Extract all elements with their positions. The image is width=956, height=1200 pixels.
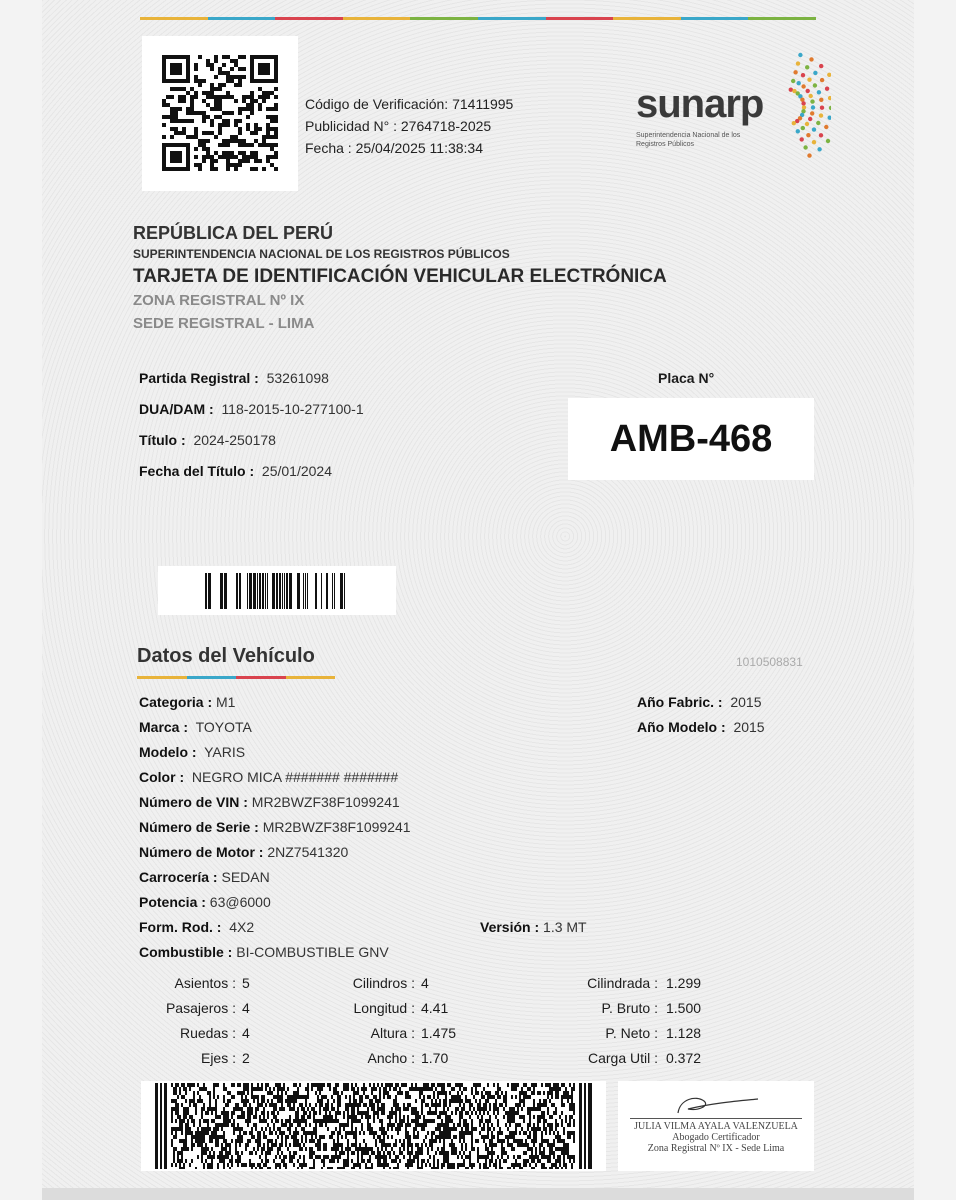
cilindrada-label: Cilindrada :	[587, 975, 658, 991]
anio-modelo-row	[637, 719, 765, 735]
serie-label: Número de Serie :	[139, 819, 259, 835]
qr-code-icon	[162, 55, 278, 171]
categoria-row	[139, 694, 235, 710]
serie-value: MR2BWZF38F1099241	[262, 819, 411, 835]
signature-line	[630, 1118, 802, 1119]
vin-label: Número de VIN :	[139, 794, 248, 810]
color-row	[139, 769, 398, 785]
dua-label: DUA/DAM :	[139, 401, 214, 417]
potencia-label: Potencia :	[139, 894, 206, 910]
formrod-row	[139, 919, 254, 935]
pdf417-barcode	[141, 1081, 606, 1171]
stripe-segment	[546, 17, 614, 20]
partida-row	[139, 370, 329, 386]
potencia-row	[139, 894, 271, 910]
anio-fabric-label: Año Fabric. :	[637, 694, 723, 710]
pbruto-value: 1.500	[666, 1000, 702, 1016]
zone-heading: ZONA REGISTRAL Nº IX	[133, 292, 305, 309]
cilindros-value: 4	[421, 975, 429, 991]
logo-wordmark: sunarp	[636, 82, 764, 126]
partida-value: 53261098	[266, 370, 329, 386]
ancho-label: Ancho :	[367, 1050, 415, 1066]
modelo-value: YARIS	[204, 744, 246, 760]
anio-modelo-label: Año Modelo :	[637, 719, 726, 735]
seat-heading: SEDE REGISTRAL - LIMA	[133, 315, 315, 332]
anio-modelo-value: 2015	[733, 719, 765, 735]
combustible-row	[139, 944, 389, 960]
asientos-value: 5	[242, 975, 250, 991]
pneto-label: P. Neto :	[605, 1025, 658, 1041]
signature-text	[618, 1121, 814, 1154]
fecha-titulo-label: Fecha del Título :	[139, 463, 255, 479]
longitud-value: 4.41	[421, 1000, 449, 1016]
stripe-segment	[681, 17, 749, 20]
dua-row	[139, 401, 364, 417]
titulo-value: 2024-250178	[193, 432, 276, 448]
marca-label: Marca :	[139, 719, 189, 735]
combustible-value: BI-COMBUSTIBLE GNV	[236, 944, 389, 960]
marca-row	[139, 719, 252, 735]
cilindrada-value: 1.299	[666, 975, 702, 991]
stripe-segment	[140, 17, 208, 20]
titulo-label: Título :	[139, 432, 186, 448]
anio-fabric-row	[637, 694, 762, 710]
underline-segment	[137, 676, 187, 679]
section-underline	[137, 676, 335, 679]
plate-box	[568, 398, 814, 480]
signer-name: JULIA VILMA AYALA VALENZUELA	[634, 1121, 798, 1132]
color-value: NEGRO MICA ####### #######	[191, 769, 399, 785]
modelo-label: Modelo :	[139, 744, 197, 760]
titulo-row	[139, 432, 276, 448]
vehicle-section-title: Datos del Vehículo	[137, 645, 315, 667]
serie-row	[139, 819, 411, 835]
modelo-row	[139, 744, 245, 760]
card-title: TARJETA DE IDENTIFICACIÓN VEHICULAR ELECTRÓNICA	[133, 266, 667, 287]
underline-segment	[236, 676, 286, 679]
anio-fabric-value: 2015	[730, 694, 762, 710]
stripe-segment	[748, 17, 816, 20]
longitud-label: Longitud :	[353, 1000, 415, 1016]
fecha-titulo-row	[139, 463, 332, 479]
cilindros-label: Cilindros :	[352, 975, 415, 991]
barcode-icon	[205, 573, 350, 609]
stripe-segment	[478, 17, 546, 20]
carroceria-value: SEDAN	[221, 869, 270, 885]
pneto-value: 1.128	[666, 1025, 702, 1041]
combustible-label: Combustible :	[139, 944, 233, 960]
ancho-value: 1.70	[421, 1050, 449, 1066]
asientos-label: Asientos :	[174, 975, 236, 991]
pasajeros-label: Pasajeros :	[165, 1000, 236, 1016]
version-value: 1.3 MT	[543, 919, 587, 935]
verification-block	[305, 93, 513, 159]
stripe-segment	[275, 17, 343, 20]
marca-value: TOYOTA	[195, 719, 252, 735]
ruedas-label: Ruedas :	[179, 1025, 236, 1041]
plate-label: Placa N°	[658, 370, 715, 386]
reference-number: 1010508831	[736, 655, 803, 669]
plate-number: AMB-468	[609, 417, 773, 460]
formrod-value: 4X2	[229, 919, 255, 935]
altura-label: Altura :	[370, 1025, 415, 1041]
signature-icon	[618, 1081, 814, 1121]
signature-block	[618, 1081, 814, 1171]
fecha-titulo-value: 25/01/2024	[261, 463, 332, 479]
underline-segment	[286, 676, 336, 679]
superintendence-heading: SUPERINTENDENCIA NACIONAL DE LOS REGISTROS PÚBLICOS	[133, 247, 510, 261]
motor-value: 2NZ7541320	[267, 844, 349, 860]
pbruto-label: P. Bruto :	[601, 1000, 658, 1016]
pdf417-barcode-icon	[155, 1083, 592, 1169]
page-bottom-edge	[42, 1188, 914, 1200]
barcode	[158, 566, 396, 615]
altura-value: 1.475	[421, 1025, 457, 1041]
logo-subtitle: Superintendencia Nacional de los Registros Públicos	[636, 132, 741, 148]
stripe-segment	[343, 17, 411, 20]
republic-heading: REPÚBLICA DEL PERÚ	[133, 223, 334, 243]
stripe-segment	[613, 17, 681, 20]
vin-row	[139, 794, 400, 810]
version-row	[480, 919, 587, 935]
signer-role: Abogado Certificador	[672, 1132, 760, 1143]
ejes-label: Ejes :	[200, 1050, 236, 1066]
motor-label: Número de Motor :	[139, 844, 264, 860]
vin-value: MR2BWZF38F1099241	[251, 794, 400, 810]
stripe-segment	[208, 17, 276, 20]
categoria-value: M1	[216, 694, 236, 710]
ruedas-value: 4	[242, 1025, 250, 1041]
version-label: Versión :	[480, 919, 540, 935]
carroceria-label: Carrocería :	[139, 869, 218, 885]
sunarp-logo	[636, 52, 831, 162]
color-stripe	[140, 17, 816, 20]
potencia-value: 63@6000	[209, 894, 271, 910]
qr-code	[142, 36, 298, 191]
carroceria-row	[139, 869, 270, 885]
publicity-number: Publicidad N° : 2764718-2025	[305, 118, 492, 134]
stripe-segment	[410, 17, 478, 20]
issue-date: Fecha : 25/04/2025 11:38:34	[305, 140, 483, 156]
formrod-label: Form. Rod. :	[139, 919, 222, 935]
categoria-label: Categoria :	[139, 694, 213, 710]
signer-office: Zona Registral Nº IX - Sede Lima	[647, 1143, 785, 1154]
color-label: Color :	[139, 769, 185, 785]
dua-value: 118-2015-10-277100-1	[221, 401, 364, 417]
underline-segment	[187, 676, 237, 679]
cargautil-label: Carga Util :	[587, 1050, 658, 1066]
cargautil-value: 0.372	[666, 1050, 702, 1066]
verification-code: Código de Verificación: 71411995	[305, 96, 514, 112]
pasajeros-value: 4	[242, 1000, 250, 1016]
partida-label: Partida Registral :	[139, 370, 259, 386]
motor-row	[139, 844, 348, 860]
ejes-value: 2	[242, 1050, 250, 1066]
